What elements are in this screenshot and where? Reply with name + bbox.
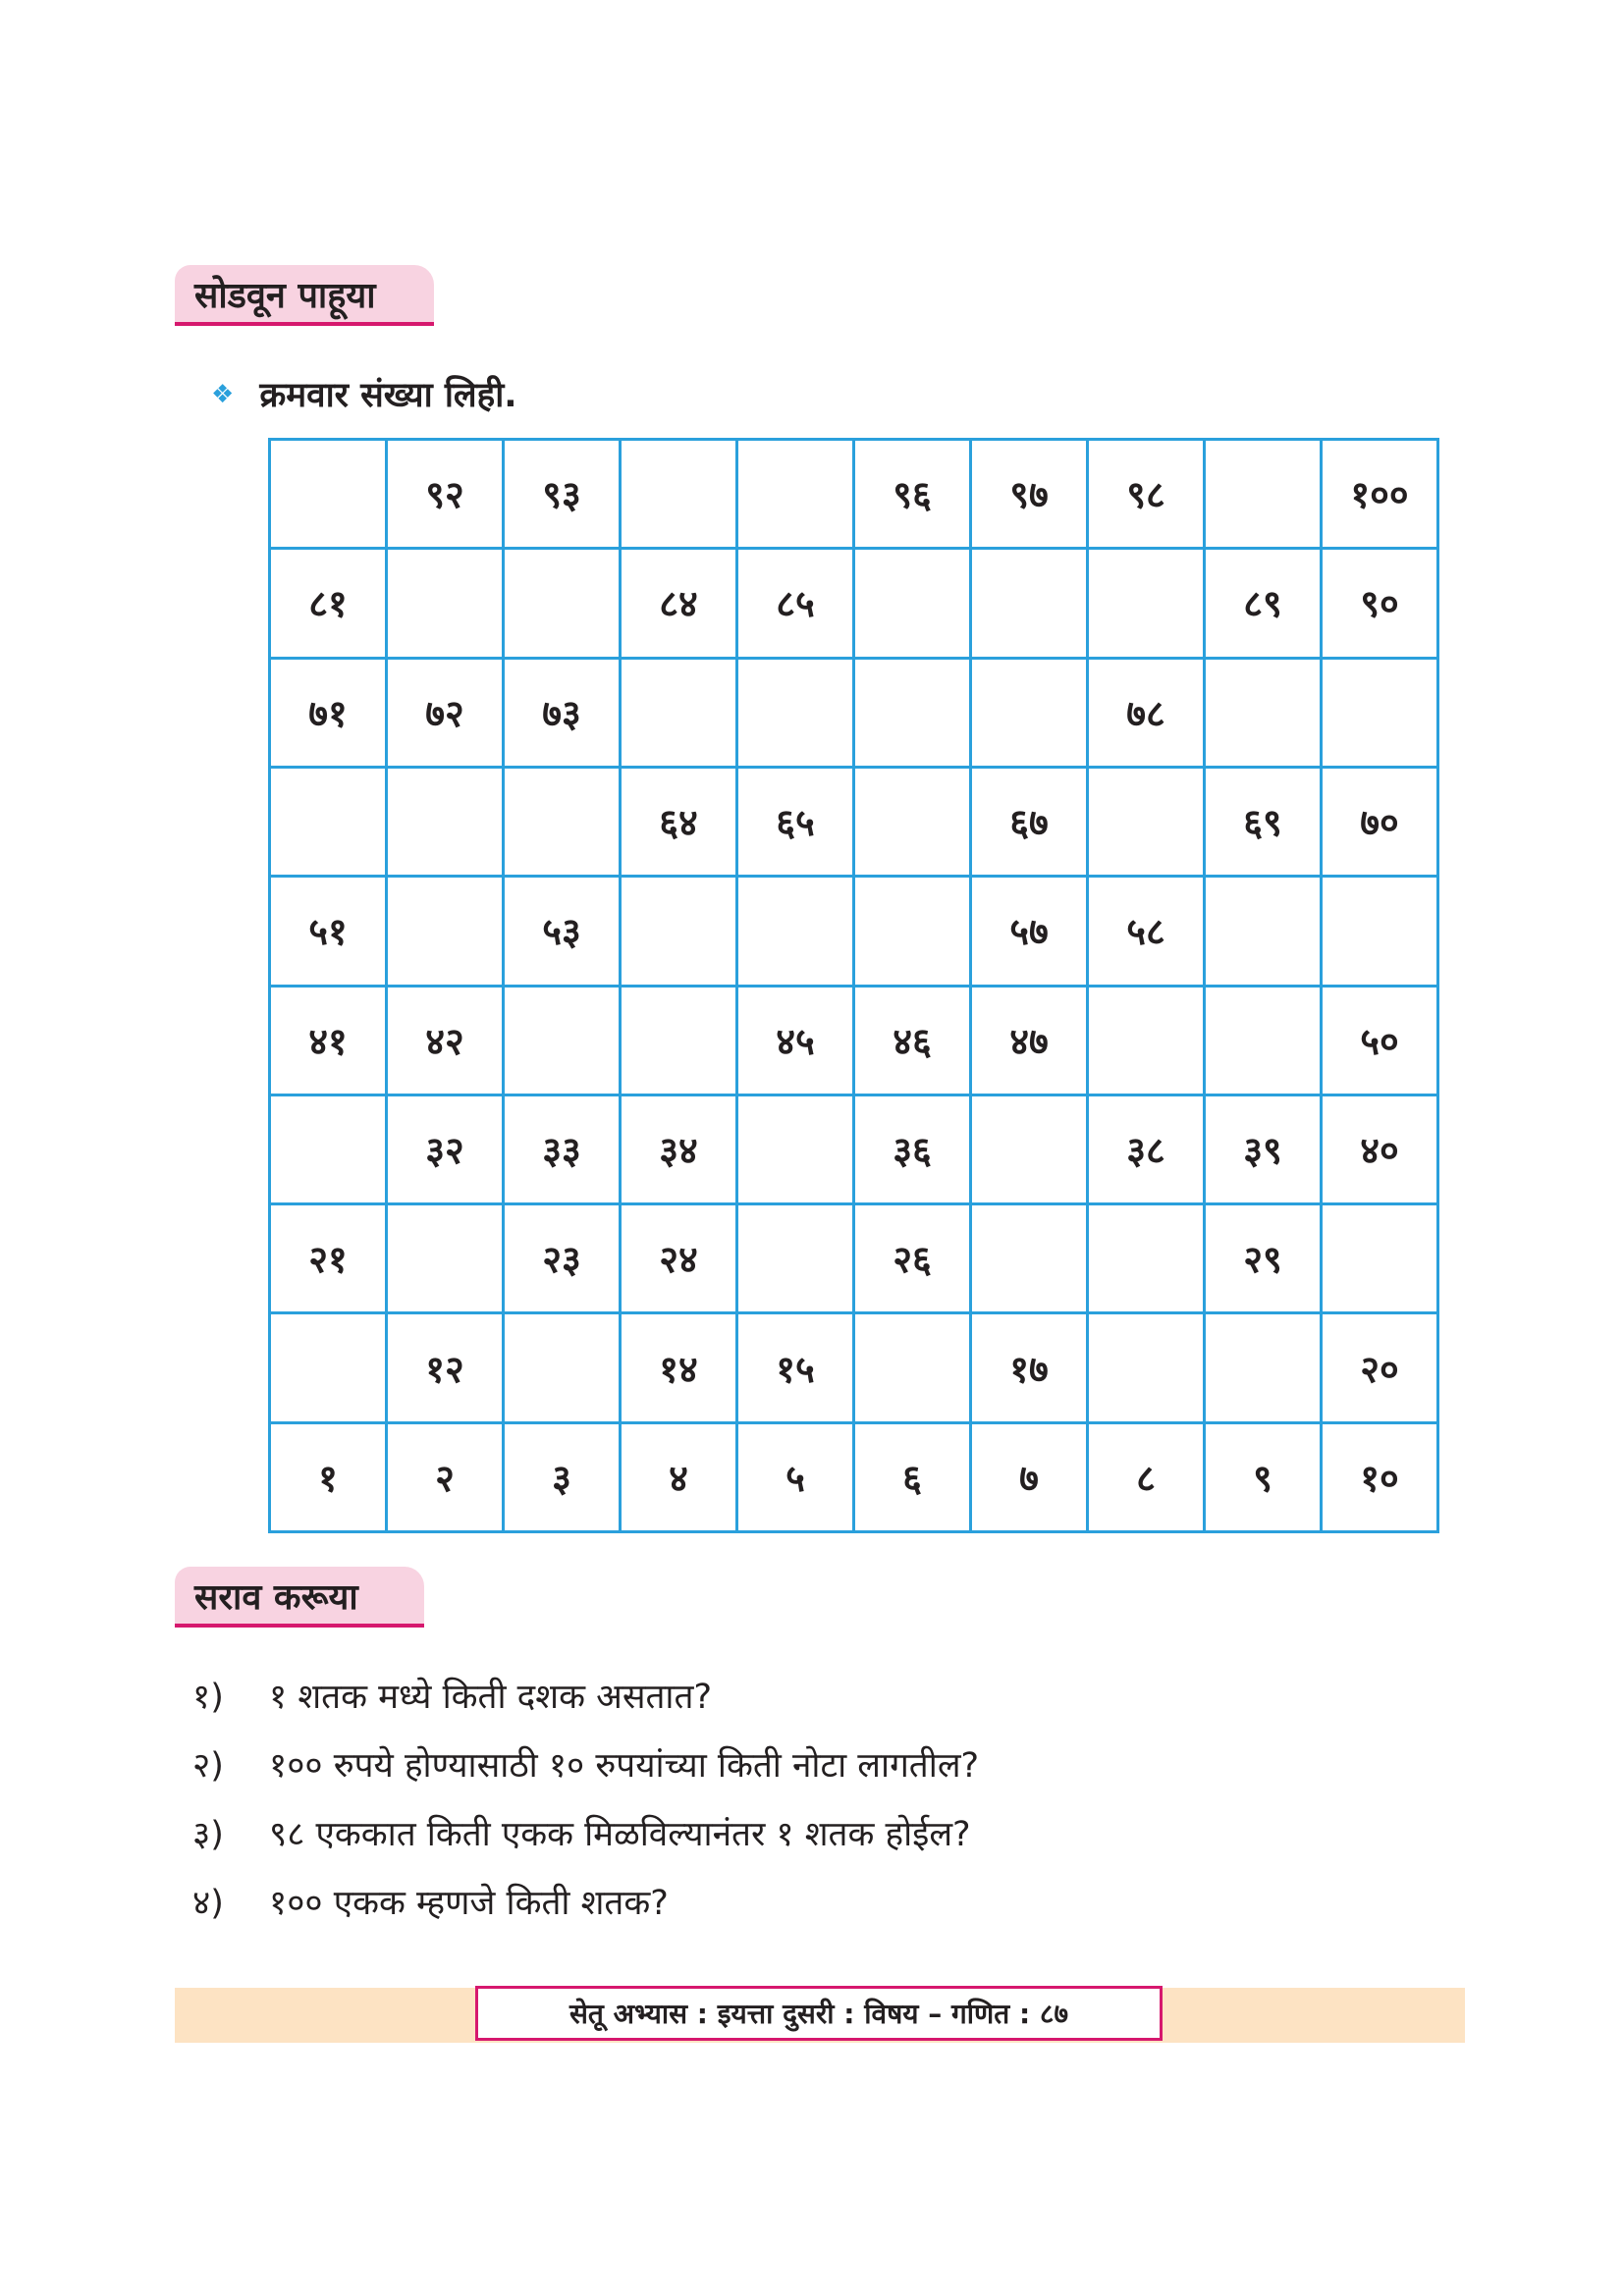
grid-cell-empty (855, 660, 972, 769)
grid-cell: ५७ (972, 878, 1089, 987)
question-item (192, 1798, 1469, 1867)
instruction (211, 371, 517, 417)
grid-cell-empty (855, 769, 972, 878)
grid-cell: ४५ (738, 988, 855, 1096)
question-text: ९८ एककात किती एकक मिळविल्यानंतर १ शतक होईल? (269, 1814, 971, 1854)
grid-cell-empty (388, 550, 505, 659)
grid-cell: १५ (738, 1314, 855, 1423)
grid-cell: ४० (1323, 1096, 1439, 1205)
grid-cell: १० (1323, 1424, 1439, 1533)
grid-cell: ७३ (505, 660, 622, 769)
grid-cell-empty (505, 769, 622, 878)
section-heading-practice: सराव करूया (175, 1567, 424, 1628)
question-item (192, 1730, 1469, 1798)
grid-cell-empty (1323, 660, 1439, 769)
grid-cell-empty (388, 878, 505, 987)
grid-cell: ४१ (271, 988, 388, 1096)
grid-cell-empty (505, 1314, 622, 1423)
grid-cell: ७८ (1089, 660, 1206, 769)
grid-cell: ८१ (271, 550, 388, 659)
question-text: १०० रुपये होण्यासाठी १० रुपयांच्या किती नोटा लागतील? (269, 1745, 980, 1786)
grid-cell-empty (505, 550, 622, 659)
grid-cell: ३९ (1206, 1096, 1323, 1205)
grid-cell: ५३ (505, 878, 622, 987)
grid-cell-empty (1206, 988, 1323, 1096)
grid-cell: १ (271, 1424, 388, 1533)
question-number: १) (192, 1677, 224, 1717)
grid-cell-empty (1089, 1205, 1206, 1314)
grid-cell-empty (972, 1205, 1089, 1314)
grid-cell: ५८ (1089, 878, 1206, 987)
question-item (192, 1867, 1469, 1936)
grid-cell: ३३ (505, 1096, 622, 1205)
grid-cell: ३६ (855, 1096, 972, 1205)
grid-cell-empty (1323, 878, 1439, 987)
diamond-bullet-icon: ❖ (211, 379, 235, 409)
grid-cell: ७० (1323, 769, 1439, 878)
grid-cell: ६९ (1206, 769, 1323, 878)
question-number: २) (192, 1745, 224, 1786)
grid-cell-empty (622, 660, 738, 769)
grid-cell: ९२ (388, 441, 505, 550)
grid-cell: ५ (738, 1424, 855, 1533)
grid-cell: २९ (1206, 1205, 1323, 1314)
grid-cell: २१ (271, 1205, 388, 1314)
grid-cell-empty (1206, 660, 1323, 769)
grid-cell-empty (855, 550, 972, 659)
grid-cell: ३ (505, 1424, 622, 1533)
footer-label: सेतू अभ्यास : इयत्ता दुसरी : विषय – गणित : ८७ (475, 1986, 1163, 2041)
grid-cell: ४ (622, 1424, 738, 1533)
grid-cell-empty (1089, 1314, 1206, 1423)
grid-cell: ९८ (1089, 441, 1206, 550)
instruction-text: क्रमवार संख्या लिही. (259, 376, 517, 415)
grid-cell: ८ (1089, 1424, 1206, 1533)
grid-cell: ४२ (388, 988, 505, 1096)
grid-cell-empty (1089, 769, 1206, 878)
grid-cell-empty (271, 1314, 388, 1423)
grid-cell-empty (738, 660, 855, 769)
grid-cell-empty (1206, 878, 1323, 987)
grid-cell: ५० (1323, 988, 1439, 1096)
grid-cell: ३८ (1089, 1096, 1206, 1205)
grid-cell: २४ (622, 1205, 738, 1314)
grid-cell-empty (622, 878, 738, 987)
number-grid (268, 438, 1439, 1533)
grid-cell-empty (622, 441, 738, 550)
grid-cell: १०० (1323, 441, 1439, 550)
grid-cell: ९७ (972, 441, 1089, 550)
grid-cell: ९३ (505, 441, 622, 550)
grid-cell: ५१ (271, 878, 388, 987)
grid-cell-empty (622, 988, 738, 1096)
grid-cell: ७१ (271, 660, 388, 769)
grid-cell-empty (855, 878, 972, 987)
grid-cell: २ (388, 1424, 505, 1533)
grid-cell-empty (738, 1096, 855, 1205)
grid-cell: ९० (1323, 550, 1439, 659)
grid-cell-empty (738, 878, 855, 987)
grid-cell-empty (1089, 988, 1206, 1096)
question-number: ३) (192, 1814, 224, 1854)
grid-cell: ७२ (388, 660, 505, 769)
grid-cell: २० (1323, 1314, 1439, 1423)
grid-cell-empty (1206, 441, 1323, 550)
grid-cell-empty (1206, 1314, 1323, 1423)
grid-cell: २३ (505, 1205, 622, 1314)
grid-cell: १२ (388, 1314, 505, 1423)
grid-cell: ८९ (1206, 550, 1323, 659)
grid-cell-empty (388, 769, 505, 878)
grid-cell: २६ (855, 1205, 972, 1314)
grid-cell: ९६ (855, 441, 972, 550)
grid-cell: ६५ (738, 769, 855, 878)
question-list (192, 1661, 1469, 1936)
grid-cell: १७ (972, 1314, 1089, 1423)
grid-cell-empty (505, 988, 622, 1096)
grid-cell: ४६ (855, 988, 972, 1096)
grid-cell-empty (1323, 1205, 1439, 1314)
grid-cell: ८४ (622, 550, 738, 659)
grid-cell: १४ (622, 1314, 738, 1423)
grid-cell-empty (972, 660, 1089, 769)
question-item (192, 1661, 1469, 1730)
question-text: १०० एकक म्हणजे किती शतक? (269, 1883, 669, 1923)
grid-cell-empty (972, 1096, 1089, 1205)
grid-cell: ८५ (738, 550, 855, 659)
grid-cell: ६ (855, 1424, 972, 1533)
grid-cell-empty (271, 769, 388, 878)
grid-cell-empty (271, 441, 388, 550)
grid-cell: ९ (1206, 1424, 1323, 1533)
grid-cell-empty (1089, 550, 1206, 659)
grid-cell-empty (271, 1096, 388, 1205)
grid-cell: ६४ (622, 769, 738, 878)
grid-cell: ४७ (972, 988, 1089, 1096)
question-text: १ शतक मध्ये किती दशक असतात? (269, 1677, 713, 1717)
grid-cell-empty (972, 550, 1089, 659)
grid-cell-empty (738, 441, 855, 550)
grid-cell: ७ (972, 1424, 1089, 1533)
question-number: ४) (192, 1883, 224, 1923)
grid-cell-empty (855, 1314, 972, 1423)
grid-cell: ६७ (972, 769, 1089, 878)
grid-cell-empty (738, 1205, 855, 1314)
section-heading-try-solving: सोडवून पाहूया (175, 265, 434, 326)
grid-cell: ३४ (622, 1096, 738, 1205)
grid-cell: ३२ (388, 1096, 505, 1205)
grid-cell-empty (388, 1205, 505, 1314)
